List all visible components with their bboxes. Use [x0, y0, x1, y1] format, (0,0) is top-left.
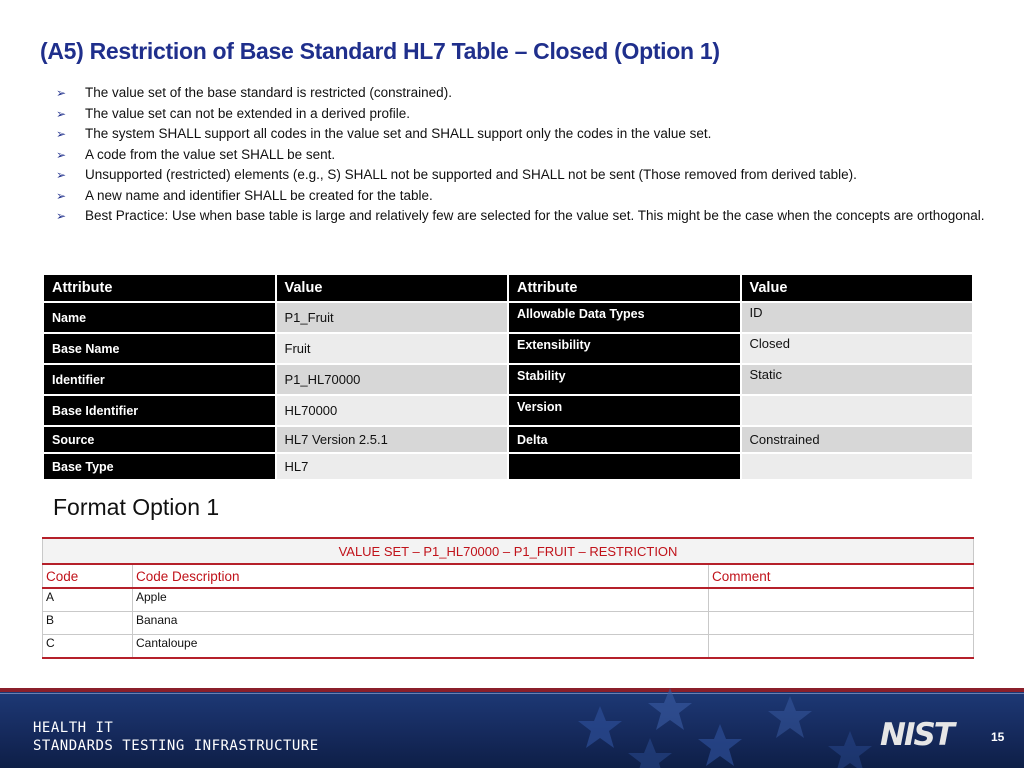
footer-line-2: STANDARDS TESTING INFRASTRUCTURE — [33, 738, 319, 754]
bullet-item: ➢ Best Practice: Use when base table is large and relatively few are selected for the value set. This might be the case when the concepts are orthogonal. — [56, 206, 986, 227]
description-cell: Cantaloupe — [133, 635, 709, 659]
code-cell: B — [43, 612, 133, 635]
code-cell: C — [43, 635, 133, 659]
attribute-value: HL7 — [277, 454, 508, 479]
bullet-list — [56, 83, 986, 227]
attribute-name — [509, 454, 740, 479]
table-row — [44, 365, 972, 394]
attribute-value — [742, 396, 973, 425]
bullet-item: ➢ A new name and identifier SHALL be created for the table. — [56, 186, 986, 207]
attribute-name: Base Identifier — [44, 396, 275, 425]
attribute-name: Base Name — [44, 334, 275, 363]
attribute-value: HL7 Version 2.5.1 — [277, 427, 508, 452]
bullet-item: ➢ A code from the value set SHALL be sent. — [56, 145, 986, 166]
header-code-description: Code Description — [133, 564, 709, 588]
attribute-name: Extensibility — [509, 334, 740, 363]
footer-line-1: HEALTH IT — [33, 720, 114, 736]
attribute-value: Constrained — [742, 427, 973, 452]
table-row — [44, 454, 972, 479]
comment-cell — [709, 588, 974, 612]
attribute-value: Static — [742, 365, 973, 394]
attribute-name: Delta — [509, 427, 740, 452]
table-row — [44, 334, 972, 363]
slide-title: (A5) Restriction of Base Standard HL7 Table – Closed (Option 1) — [40, 38, 720, 64]
value-set-caption: VALUE SET – P1_HL70000 – P1_FRUIT – RESTRICTION — [43, 538, 974, 564]
value-set-header — [43, 564, 974, 588]
attribute-table-header — [44, 275, 972, 301]
attribute-name: Version — [509, 396, 740, 425]
attribute-value: Closed — [742, 334, 973, 363]
table-row — [43, 588, 974, 612]
value-set-table — [42, 537, 974, 659]
bullet-arrow-icon: ➢ — [56, 86, 67, 100]
bullet-item: ➢ The value set can not be extended in a derived profile. — [56, 104, 986, 125]
attribute-name: Base Type — [44, 454, 275, 479]
bullet-arrow-icon: ➢ — [56, 209, 67, 223]
code-cell: A — [43, 588, 133, 612]
attribute-name: Source — [44, 427, 275, 452]
bullet-arrow-icon: ➢ — [56, 188, 67, 203]
bullet-arrow-icon: ➢ — [56, 147, 67, 162]
header-value: Value — [277, 275, 508, 301]
attribute-name: Name — [44, 303, 275, 332]
header-value: Value — [742, 275, 973, 301]
attribute-value: P1_Fruit — [277, 303, 508, 332]
bullet-arrow-icon: ➢ — [56, 127, 67, 141]
bullet-item: ➢ The system SHALL support all codes in the value set and SHALL support only the codes in the value set. — [56, 124, 986, 145]
footer-banner — [0, 688, 1024, 768]
description-cell: Apple — [133, 588, 709, 612]
attribute-name: Allowable Data Types — [509, 303, 740, 332]
value-set-caption-row — [43, 538, 974, 564]
format-option-heading: Format Option 1 — [53, 494, 220, 520]
table-row — [43, 612, 974, 635]
bullet-item: ➢ The value set of the base standard is restricted (constrained). — [56, 83, 986, 104]
header-code: Code — [43, 564, 133, 588]
table-row — [44, 396, 972, 425]
bullet-arrow-icon: ➢ — [56, 168, 67, 182]
attribute-name: Stability — [509, 365, 740, 394]
table-row — [43, 635, 974, 659]
attribute-value: HL70000 — [277, 396, 508, 425]
attribute-value — [742, 454, 973, 479]
header-attribute: Attribute — [44, 275, 275, 301]
attribute-name: Identifier — [44, 365, 275, 394]
attribute-value: ID — [742, 303, 973, 332]
page-number: 15 — [991, 730, 1005, 744]
header-comment: Comment — [709, 564, 974, 588]
header-attribute: Attribute — [509, 275, 740, 301]
comment-cell — [709, 612, 974, 635]
attribute-value: Fruit — [277, 334, 508, 363]
bullet-item: ➢ Unsupported (restricted) elements (e.g., S) SHALL not be supported and SHALL not be sent (Those removed from derived table). — [56, 165, 986, 186]
table-row — [44, 303, 972, 332]
comment-cell — [709, 635, 974, 659]
description-cell: Banana — [133, 612, 709, 635]
nist-logo: NIST — [880, 717, 953, 753]
bullet-arrow-icon: ➢ — [56, 106, 67, 121]
attribute-table — [42, 273, 974, 481]
table-row — [44, 427, 972, 452]
attribute-value: P1_HL70000 — [277, 365, 508, 394]
